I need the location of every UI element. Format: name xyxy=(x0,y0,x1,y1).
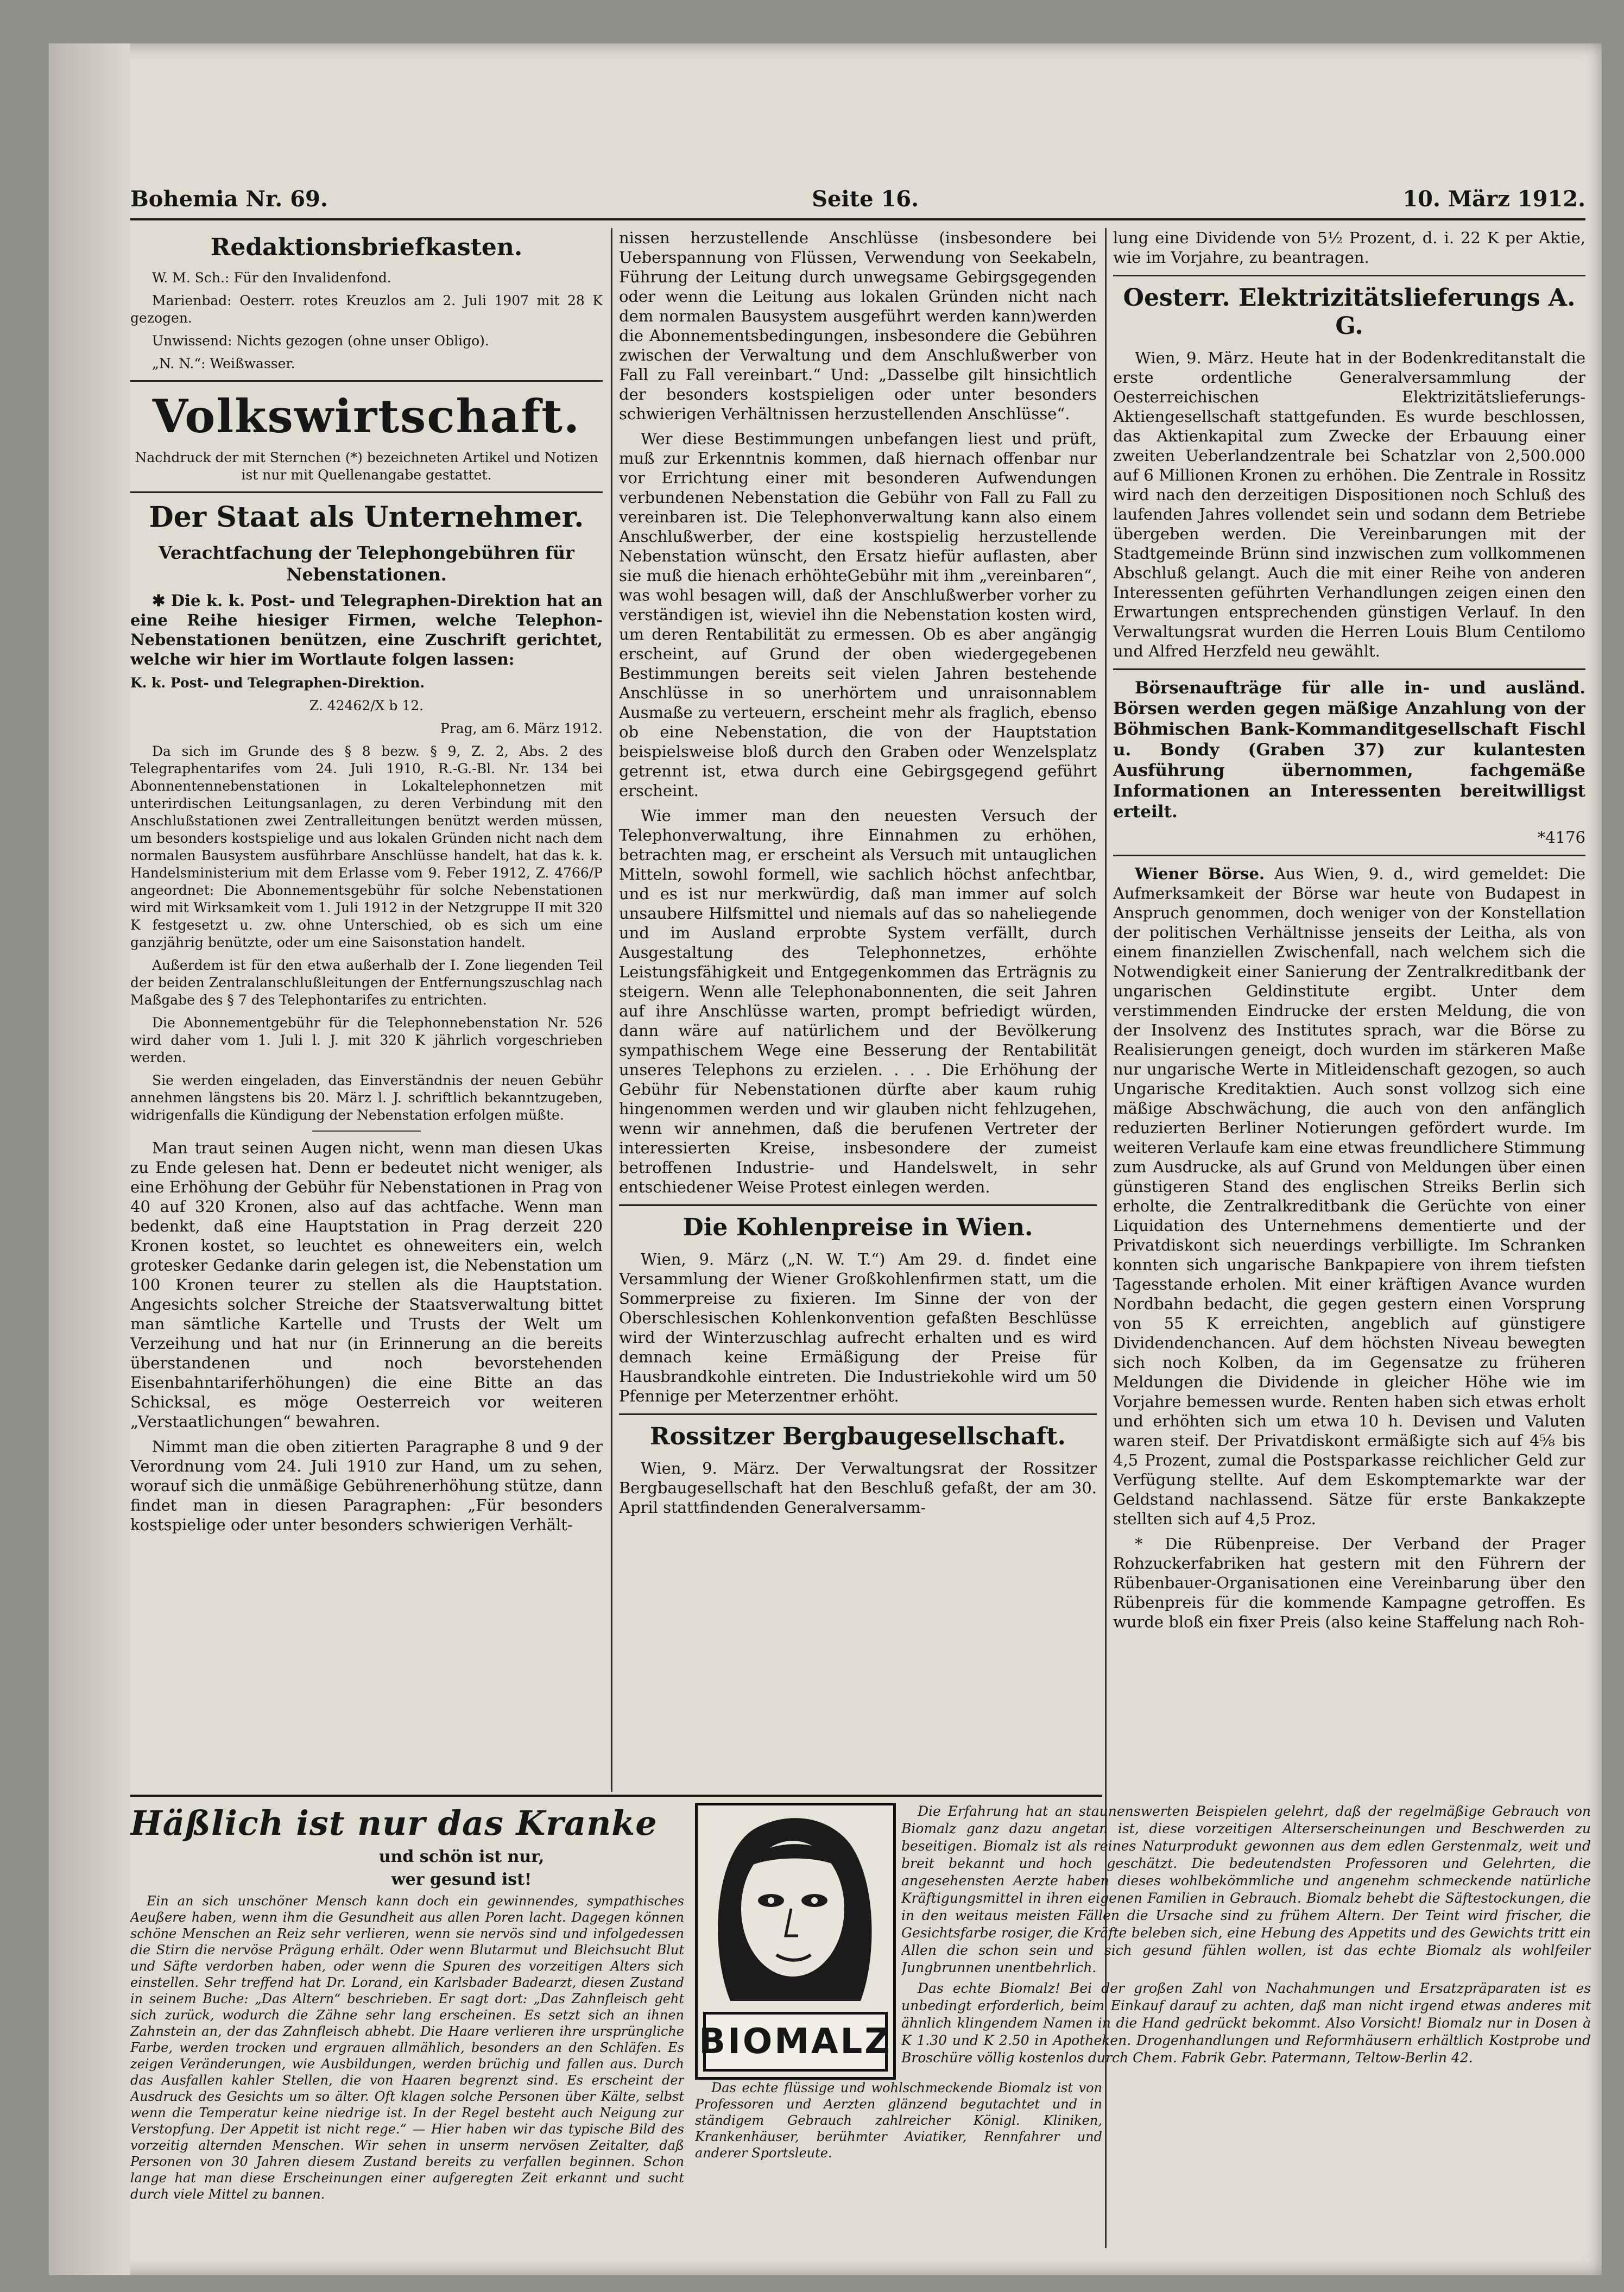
redaktion-line: W. M. Sch.: Für den Invalidenfond. xyxy=(152,270,391,286)
elektro-text: Wien, 9. März. Heute hat in der Bodenkreditanstalt die erste ordentliche Generalversammlung der Oesterreichischen Elektrizitätslieferungs-Aktiengesellschaft stattgefunden. Es wurde beschlossen, das Aktienkapital zum Zwecke der Erbauung einer zweiten Ueberlandzentrale bei Schatzlar von 2,500.000 auf 6 Millionen Kronen zu erhöhen. Die Zentrale in Rossitz wird nach den derzeitigen Dispositionen noch Schluß des laufenden Jahres vollendet sein und sodann dem Betriebe übergeben werden. Die Vereinbarungen mit der Stadtgemeinde Brünn sind inzwischen zum vollkommenen Abschluß gelangt. Auch die mit einer Reihe von anderen Interessenten geführten Verhandlungen zeigen einen den Erwartungen entsprechenden günstigen Verlauf. In den Verwaltungsrat wurden die Herren Louis Blum Centilomo und Alfred Herzfeld neu gewählt. xyxy=(1113,349,1585,660)
running-head xyxy=(130,179,1585,212)
reprint-notice: Nachdruck der mit Sternchen (*) bezeichneten Artikel und Notizen ist nur mit Quellenangabe gestattet. xyxy=(135,450,598,483)
article-paragraph: Nimmt man die oben zitierten Paragraphe 8 und 9 der Verordnung vom 24. Juli 1910 zur Hand, um zu sehen, worauf sich die unmäßige Gebührenerhöhung stütze, dann findet man in diesen Paragraphen: „Für besonders kostspielige oder unter besonders schwierigen Verhält- xyxy=(130,1437,603,1534)
section-title: Volkswirtschaft. xyxy=(152,389,581,443)
rossitz-text: Wien, 9. März. Der Verwaltungsrat der Rossitzer Bergbaugesellschaft hat den Beschluß gefaßt, der am 30. April stattfindenden Generalversamm- xyxy=(619,1459,1097,1517)
article-paragraph: nissen herzustellende Anschlüsse (insbesondere bei Ueberspannung von Flüssen, Verwendung von Seekabeln, Führung der Leitung durch unwegsame Gebirgsgegenden oder wenn die Leitung aus lokalen Gründen nicht nach dem normalen Bausystem ausgeführt werden kann)werden die Abonnementsbedingungen, insbesondere die Gebühren zwischen der Verwaltung und dem Anschlußwerber von Fall zu Fall vereinbart.“ Und: „Dasselbe gilt hinsichtlich der besonders kostspieligen oder unter besonders schwierigen Verhältnissen herzustellenden Anschlüsse“. xyxy=(619,229,1097,423)
ad-left-text xyxy=(130,1803,684,2248)
letter-ref: Z. 42462/X b 12. xyxy=(309,698,424,714)
elektro-title: Oesterr. Elektrizitätslieferungs A. G. xyxy=(1123,284,1576,340)
redaktion-list xyxy=(130,269,603,372)
column-rule xyxy=(611,228,612,1792)
letter-date: Prag, am 6. März 1912. xyxy=(440,721,603,736)
divider xyxy=(619,1413,1097,1415)
ad-rule xyxy=(130,1795,1102,1797)
rossitz-title: Rossitzer Bergbaugesellschaft. xyxy=(650,1423,1066,1450)
divider xyxy=(1113,668,1585,670)
divider xyxy=(130,491,603,493)
page-fold-shadow xyxy=(49,43,130,2275)
biomalz-logo: BIOMALZ xyxy=(703,2012,888,2072)
article-intro: ✱ Die k. k. Post- und Telegraphen-Direktion hat an eine Reihe hiesiger Firmen, welche Telephon-Nebenstationen benützen, eine Zuschrift gerichtet, welche wir hier im Wortlaute folgen lassen: xyxy=(130,591,603,668)
woman-portrait-icon xyxy=(698,1805,888,2012)
letter-paragraph: Sie werden eingeladen, das Einverständnis der neuen Gebühr annehmen längstens bis 20. März l. J. schriftlich bekanntzugeben, widrigenfalls die Kündigung der Nebenstation erfolgen müßte. xyxy=(130,1072,603,1123)
letter-paragraph: Da sich im Grunde des § 8 bezw. § 9, Z. 2, Abs. 2 des Telegraphentarifes vom 24. Juli 1910, R.-G.-Bl. Nr. 134 bei Abonnentennebenstationen in Lokaltelephonnetzen mit unterirdischen Leitungsanlagen, zu deren Verbindung mit den Anschlußstationen zwei Zentralleitungen benützt werden müssen, um besonders kostspielige und aus lokalen Gründen nicht nach dem normalen Bausystem ausführbare Anschlüsse handelt, hat das k. k. Handelsministerium mit dem Erlasse vom 9. Feber 1912, Z. 4766/P angeordnet: Die Abonnementsgebühr für solche Nebenstationen wird mit Wirksamkeit vom 1. Juli 1912 in der Netzgruppe II mit 320 K festgesetzt u. zw. ohne Unterschied, ob es sich um eine ganzjährig benützte, oder um eine Saisonstation handelt. xyxy=(130,743,603,950)
ad-lower-paragraph: Das echte flüssige und wohlschmeckende Biomalz ist von Professoren und Aerzten glänzend begutachtet und in ständigem Gebrauch zahlreicher Königl. Kliniken, Krankenhäuser, berühmter Aviatiker, Rennfahrer und anderer Sportsleute. xyxy=(695,2080,1102,2161)
article-subtitle: Verachtfachung der Telephongebühren für Nebenstationen. xyxy=(159,542,574,585)
article-paragraph: Man traut seinen Augen nicht, wenn man diesen Ukas zu Ende gelesen hat. Denn er bedeutet nicht weniger, als eine Erhöhung der Gebühr für Nebenstationen in Prag von 40 auf 320 Kronen, also auf das achtfache. Wenn man bedenkt, daß eine Hauptstation in Prag derzeit 220 Kronen kostet, so leuchtet es ohneweiters ein, welch grotesker Gedanke darin gelegen ist, die Nebenstation um 100 Kronen teurer zu stellen als die Hauptstation. Angesichts solcher Streiche der Staatsverwaltung bittet man sämtliche Kartelle und Trusts der Welt um Verzeihung und hat nur (in Erinnerung an die bereits überstandenen und noch bevorstehenden Eisenbahntariferhöhungen) die eine Bitte an das Schicksal, es möge Oesterreich vor weiteren „Verstaatlichungen“ bewahren. xyxy=(130,1139,603,1431)
letter-paragraph: Außerdem ist für den etwa außerhalb der I. Zone liegenden Teil der beiden Zentralanschlußleitungen der Entfernungszuschlag nach Maßgabe des § 7 des Telephontarifes zu entrichten. xyxy=(130,957,603,1008)
divider xyxy=(619,1204,1097,1206)
top-rule xyxy=(130,218,1585,220)
ad-right-paragraph: Die Erfahrung hat an staunenswerten Beispielen gelehrt, daß der regelmäßige Gebrauch von Biomalz ganz dazu angetan ist, diese vorzeitigen Alterserscheinungen und Beschwerden zu beseitigen. Biomalz ist als reines Naturprodukt gewonnen aus dem edlen Gerstenmalz, weit und breit bekannt und hoch geschätzt. Die bedeutendsten Professoren und Gelehrten, die angesehensten Aerzte haben dieses wohlbekömmliche und angenehm schmeckende natürliche Kräftigungsmittel in ihren eigenen Familien in Gebrauch. Biomalz behebt die Säftestockungen, die in den weitaus meisten Fällen die Ursache sind zu frühem Altern. Der Teint wird frischer, die Gesichtsfarbe rosiger, die Kräfte beleben sich, eine Hebung des Appetits und des Gewichts tritt ein Allen die schon sein und sich gesund fühlen wollen, ist das echte Biomalz als wohlfeiler Jungbrunnen unentbehrlich. xyxy=(901,1803,1591,1975)
wiener-text: Aus Wien, 9. d., wird gemeldet: Die Aufmerksamkeit der Börse war heute von Budapest in Anspruch genommen, doch weniger von der Konstellation der politischen Verhältnisse jenseits der Leitha, als von einem finanziellen Zwischenfall, nach welchem sich die Notwendigkeit einer Sanierung der Zentralkreditbank der ungarischen Geldinstitute ergibt. Unter dem verstimmenden Eindrucke der ersten Meldung, die von der Insolvenz des Institutes sprach, war die Börse zu Realisierungen geneigt, doch wurden im stärkeren Maße nur ungarische Werte in Mitleidenschaft gezogen, so auch Ungarische Kreditaktien. Auch sonst vollzog sich eine mäßige Abschwächung, die auch von den anfänglich reduzierten Berliner Notierungen gefördert wurde. Im weiteren Verlaufe kam eine etwas freundlichere Stimmung zum Ausdrucke, als auf Grund von Meldungen über einen günstigeren Stand des englischen Streiks Berlin sich erholte, die Zentralkreditbank die Gerüchte von einer Liquidation des Unternehmens dementierte und der Privatdiskont sich neuerdings verbilligte. Im Schranken konnten sich ungarische Bankpapiere von ihrem tiefsten Tagesstande erholen. Mit einer kräftigen Avance wurden Nordbahn bedacht, die gegen gestern einen Vorsprung von 55 K erreichten, angeblich auf günstigere Dividendenchancen. Auf dem höchsten Niveau bewegten sich noch Kolben, da im Gegensatze zu früheren Meldungen die Dividende in gleicher Höhe wie im Vorjahre bemessen wurde. Renten haben sich etwas erholt und erhöhten sich um etwa 10 h. Devisen und Valuten waren steif. Der Privatdiskont ermäßigte sich auf 4⅝ bis 4,5 Prozent, zumal die Postsparkasse reichlicher Geld zur Verfügung stellte. Auf dem Eskomptemarkte war der Geldstand nachlassend. Sätze für erste Bankakzepte stellten sich auf 4,5 Proz. xyxy=(1113,864,1585,1528)
redaktion-line: Unwissend: Nichts gezogen (ohne unser Obligo). xyxy=(152,333,489,349)
ad-lower-text xyxy=(695,2080,1102,2248)
divider xyxy=(1113,275,1585,276)
ad-subtitle-1: und schön ist nur, xyxy=(378,1847,545,1866)
divider xyxy=(1113,855,1585,856)
letter-paragraph: Die Abonnementgebühr für die Telephonnebenstation Nr. 526 wird daher vom 1. Juli l. J. mit 320 K jährlich vorgeschrieben werden. xyxy=(130,1015,603,1065)
divider xyxy=(130,380,603,382)
article-paragraph: Wie immer man den neuesten Versuch der Telephonverwaltung, ihre Einnahmen zu erhöhen, betrachten mag, er erscheint als Versuch mit untauglichen Mitteln, sowohl formell, wie sachlich höchst anfechtbar, und es ist nur merkwürdig, daß man immer auf solch unsaubere Hilfsmittel und niemals auf das so naheliegende und im Ausland erprobte System verfällt, durch Ausgestaltung des Telephonnetzes, erhöhte Leistungsfähigkeit und Entgegenkommen das Erträgnis zu steigern. Wenn alle Telephonabonnenten, die seit Jahren auf ihre Anschlüsse warten, prompt befriedigt würden, dann wäre auf natürlichem und der Bevölkerung sympathischem Wege eine Besserung der Rentabilität unseres Telephons zu erzielen. . . . Die Erhöhung der Gebühr für Nebenstationen dürfte aber kaum ruhig hingenommen werden und wir glauben nicht fehlzugehen, wenn wir annehmen, daß die berufenen Vertreter der interessierten Kreise, insbesondere der zumeist betroffenen Industrie- und Handelswelt, in sehr entschiedener Weise Protest einlegen werden. xyxy=(619,806,1097,1196)
redaktion-title: Redaktionsbriefkasten. xyxy=(210,233,523,261)
page-content xyxy=(130,43,1596,2248)
column-1 xyxy=(130,228,603,1792)
article-title: Der Staat als Unternehmer. xyxy=(149,501,584,534)
redaktion-line: Marienbad: Oesterr. rotes Kreuzlos am 2. Juli 1907 mit 28 K gezogen. xyxy=(130,293,603,326)
article-paragraph: Wer diese Bestimmungen unbefangen liest und prüft, muß zur Erkenntnis kommen, daß hiernach offenbar nur vor Errichtung einer mit besonderen Aufwendungen verbundenen Nebenstation die Gebühr von Fall zu Fall zu vereinbaren ist. Die Telephonverwaltung kann also einem Anschlußwerber, der eine kostspielig herzustellende Nebenstation wünscht, den Ersatz hiefür auflasten, aber sie muß die hienach erhöhteGebühr mit ihm „vereinbaren“, was wohl besagen will, daß der Anschlußwerber vorher zu verständigen ist, wieviel ihn die Nebenstation kosten wird, um deren Rentabilität zu ermessen. Ob es aber angängig erscheint, auf Grund der oben wiedergegebenen Bestimmungen bereits seit vielen Jahren bestehende Anschlüsse in so unerhörtem und unraisonnablem Ausmaße zu verteuern, erscheint mehr als fraglich, ebenso ob eine Nebenstation, die von der Hauptstation beispielsweise bloß durch den Graben oder Wenzelsplatz getrennt ist, etwa durch eine Gebirgsgegend geführt erscheint. xyxy=(619,430,1097,800)
biomalz-advertisement xyxy=(130,1803,1591,2248)
ad-title: Häßlich ist nur das Kranke xyxy=(130,1803,658,1843)
head-center: Seite 16. xyxy=(812,186,919,212)
ad-body: Ein an sich unschöner Mensch kann doch ein gewinnendes, sympathisches Aeußere haben, wenn ihm die Gesundheit aus allen Poren lacht. Dagegen können schöne Menschen an Reiz sehr verlieren, wenn sie nervös sind und infolgedessen die Stirn die nervöse Prägung erhält. Oder wenn Blutarmut und Bleichsucht Blut und Säfte verdorben haben, oder wenn die Spuren des vorzeitigen Alters sich einstellen. Sehr treffend hat Dr. Lorand, ein Karlsbader Badearzt, diesen Zustand in seinem Buche: „Das Altern“ beschrieben. Er sagt dort: „Das Zahnfleisch geht sich zurück, wodurch die Zähne sehr lang erscheinen. Es setzt sich an ihnen Zahnstein an, der das Zahnfleisch abhebt. Die Haare verlieren ihre ursprüngliche Farbe, werden trocken und ergrauen allmählich, besonders an den Schläfen. Es zeigen Veränderungen, wie Ausbildungen, werden brüchig und fallen aus. Durch das Ausfallen kahler Stellen, die von Haaren begrenzt sind. Es erscheint der Ausdruck des Gesichts um so älter. Oft klagen solche Personen über Kälte, selbst wenn die Temperatur keine niedrige ist. In der Regel besteht auch Neigung zur Verstopfung. Der Appetit ist nicht rege.“ — Hier haben wir das typische Bild des vorzeitig alternden Menschen. Wir sehen in unserm nervösen Zeitalter, daß Personen von 30 Jahren diesem Zustand bereits zu verfallen beginnen. Schon lange hat man diese Erscheinungen einer aufgeregten Zeit erkannt und sucht durch viele Mittel zu bannen. xyxy=(130,1893,684,2202)
redaktion-line: „N. N.“: Weißwasser. xyxy=(152,356,295,371)
kohlen-text: Wien, 9. März („N. W. T.“) Am 29. d. findet eine Versammlung der Wiener Großkohlenfirmen statt, um die Sommerpreise zu fixieren. Im Sinne der von der Oberschlesischen Kohlenkonvention gefaßten Beschlüsse wird der Winterzuschlag aufrecht erhalten und es wird demnach keine Ermäßigung der Preise für Hausbrandkohle eintreten. Die Industriekohle wird um 50 Pfennige per Meterzentner erhöht. xyxy=(619,1250,1097,1405)
ad-subtitle-2: wer gesund ist! xyxy=(391,1870,532,1889)
boersen-notice: Börsenaufträge für alle in- und ausländ. Börsen werden gegen mäßige Anzahlung von der Böhmischen Bank-Kommanditgesellschaft Fischl u. Bondy (Graben 37) zur kulantesten Ausführung übernommen, fachgemäße Informationen an Interessenten bereitwilligst erteilt. xyxy=(1113,678,1585,822)
wiener-title: Wiener Börse. xyxy=(1135,864,1265,883)
ad-right-paragraph: Das echte Biomalz! Bei der großen Zahl von Nachahmungen und Ersatzpräparaten ist es unbedingt erforderlich, beim Einkauf darauf zu achten, daß man nicht irgend etwas anderes mit ähnlich klingendem Namen in die Hand gedrückt bekommt. Also Vorsicht! Biomalz nur in Dosen à K 1.30 und K 2.50 in Apotheken. Drogenhandlungen und Reformhäusern erhältlich Kostprobe und Broschüre völlig kostenlos durch Chem. Fabrik Gebr. Patermann, Teltow-Berlin 42. xyxy=(901,1980,1591,2066)
boersen-code: *4176 xyxy=(1537,828,1585,847)
newspaper-sheet xyxy=(49,43,1602,2275)
ad-portrait xyxy=(695,1803,896,2080)
column-2 xyxy=(619,228,1097,1792)
head-left: Bohemia Nr. 69. xyxy=(130,186,328,212)
letter-body xyxy=(130,743,603,1124)
short-divider xyxy=(312,1131,421,1132)
ruebe-text: * Die Rübenpreise. Der Verband der Prager Rohzuckerfabriken hat gestern mit den Führern der Rübenbauer-Organisationen eine Vereinbarung über den Rübenpreis für die kommende Kampagne getroffen. Es wurde bloß ein fixer Preis (also keine Staffelung nach Roh- xyxy=(1113,1535,1585,1631)
kohlen-title: Die Kohlenpreise in Wien. xyxy=(683,1214,1033,1241)
wiener-boerse xyxy=(1113,864,1585,1529)
rossitz-continuation: lung eine Dividende von 5½ Prozent, d. i. 22 K per Aktie, wie im Vorjahre, zu beantragen. xyxy=(1113,229,1585,267)
head-right: 10. März 1912. xyxy=(1402,186,1585,212)
letterhead: K. k. Post- und Telegraphen-Direktion. xyxy=(130,675,425,691)
